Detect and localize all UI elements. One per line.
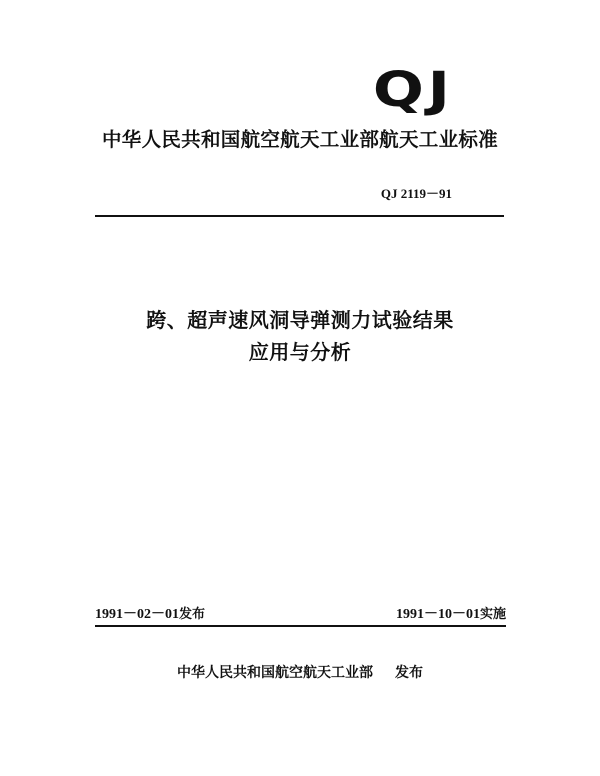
- publisher-name: 中华人民共和国航空航天工业部: [177, 665, 373, 681]
- issue-label: 发布: [179, 607, 206, 622]
- issue-date-block: [95, 603, 205, 623]
- organization-standard-title: 中华人民共和国航空航天工业部航天工业标准: [101, 128, 498, 151]
- issue-date: 1991－02－01: [95, 607, 179, 622]
- publisher-line: [0, 662, 600, 682]
- effective-label: 实施: [479, 607, 506, 622]
- effective-date-block: [396, 603, 506, 623]
- qj-logo: QJ: [373, 62, 454, 118]
- effective-date: 1991－10－01: [395, 607, 480, 622]
- footer-divider: [95, 625, 506, 627]
- standard-number: QJ 2119－91: [380, 186, 452, 201]
- document-title-line-2: 应用与分析: [248, 340, 352, 364]
- header-divider: [95, 215, 504, 217]
- document-title-line-1: 跨、超声速风洞导弹测力试验结果: [146, 308, 454, 332]
- publish-label: 发布: [395, 665, 423, 681]
